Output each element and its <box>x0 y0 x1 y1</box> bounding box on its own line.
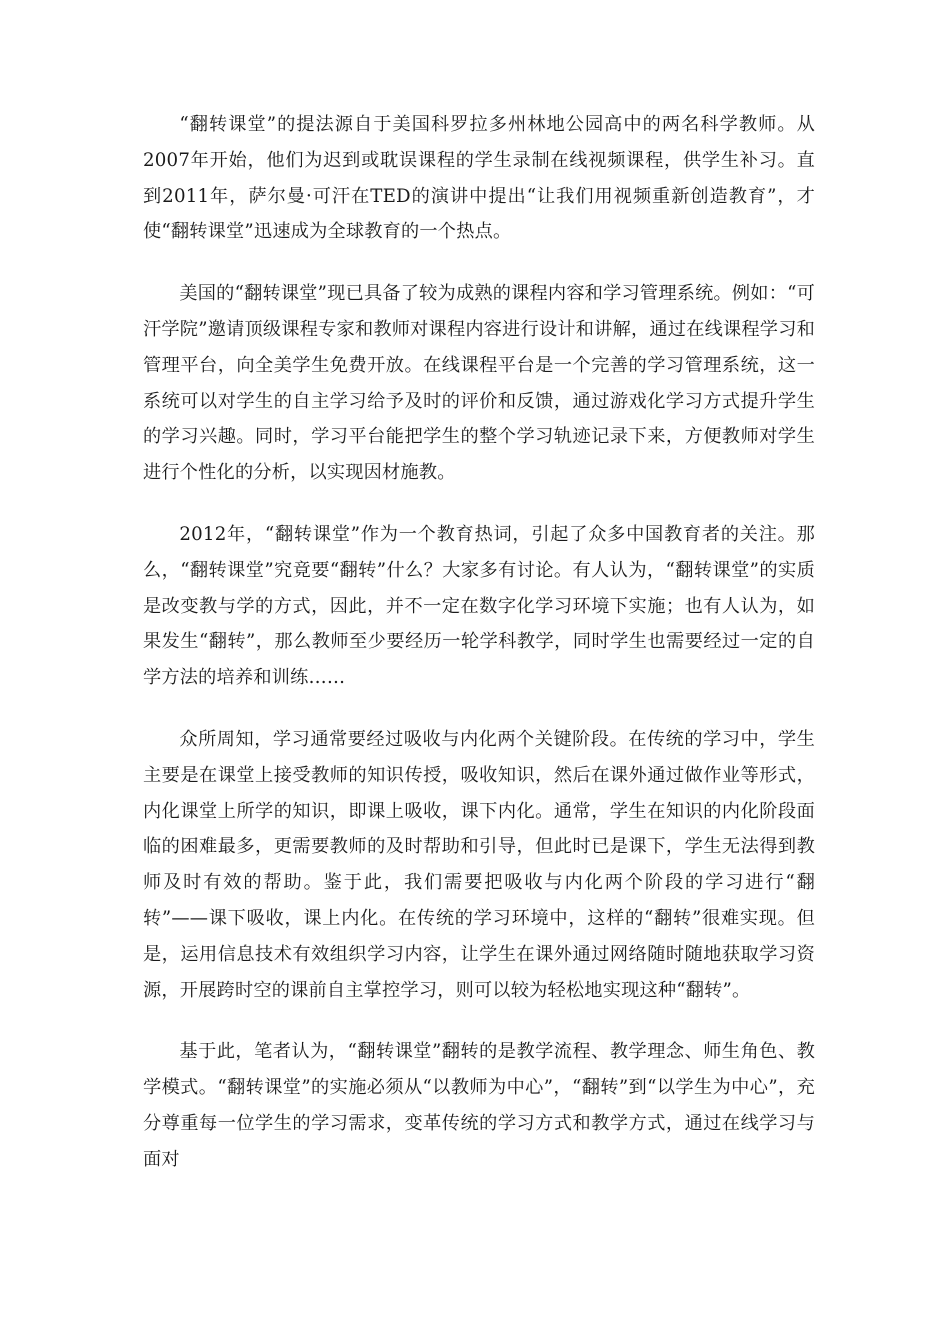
paragraph-1: “翻转课堂”的提法源自于美国科罗拉多州林地公园高中的两名科学教师。从2007年开始，他们为迟到或耽误课程的学生录制在线视频课程，供学生补习。直到2011年，萨尔曼·可汗在TED的演讲中提出“让我们用视频重新创造教育”，才使“翻转课堂”迅速成为全球教育的一个热点。 <box>143 114 815 243</box>
paragraph-3: 2012年，“翻转课堂”作为一个教育热词，引起了众多中国教育者的关注。那么，“翻转课堂”究竟要“翻转”什么？大家多有讨论。有人认为，“翻转课堂”的实质是改变教与学的方式，因此，并不一定在数字化学习环境下实施；也有人认为，如果发生“翻转”，那么教师至少要经历一轮学科教学，同时学生也需要经过一定的自学方法的培养和训练…… <box>143 523 815 689</box>
article-body <box>143 107 815 1204</box>
paragraph-2: 美国的“翻转课堂”现已具备了较为成熟的课程内容和学习管理系统。例如：“可汗学院”邀请顶级课程专家和教师对课程内容进行设计和讲解，通过在线课程学习和管理平台，向全美学生免费开放。在线课程平台是一个完善的学习管理系统，这一系统可以对学生的自主学习给予及时的评价和反馈，通过游戏化学习方式提升学生的学习兴趣。同时，学习平台能把学生的整个学习轨迹记录下来，方便教师对学生进行个性化的分析，以实现因材施教。 <box>143 283 815 484</box>
paragraph-5: 基于此，笔者认为，“翻转课堂”翻转的是教学流程、教学理念、师生角色、教学模式。“翻转课堂”的实施必须从“以教师为中心”，“翻转”到“以学生为中心”，充分尊重每一位学生的学习需求，变革传统的学习方式和教学方式，通过在线学习与面对 <box>143 1041 815 1170</box>
paragraph-4: 众所周知，学习通常要经过吸收与内化两个关键阶段。在传统的学习中，学生主要是在课堂上接受教师的知识传授，吸收知识，然后在课外通过做作业等形式，内化课堂上所学的知识，即课上吸收，课下内化。通常，学生在知识的内化阶段面临的困难最多，更需要教师的及时帮助和引导，但此时已是课下，学生无法得到教师及时有效的帮助。鉴于此，我们需要把吸收与内化两个阶段的学习进行“翻转”——课下吸收，课上内化。在传统的学习环境中，这样的“翻转”很难实现。但是，运用信息技术有效组织学习内容，让学生在课外通过网络随时随地获取学习资源，开展跨时空的课前自主掌控学习，则可以较为轻松地实现这种“翻转”。 <box>143 728 815 1001</box>
